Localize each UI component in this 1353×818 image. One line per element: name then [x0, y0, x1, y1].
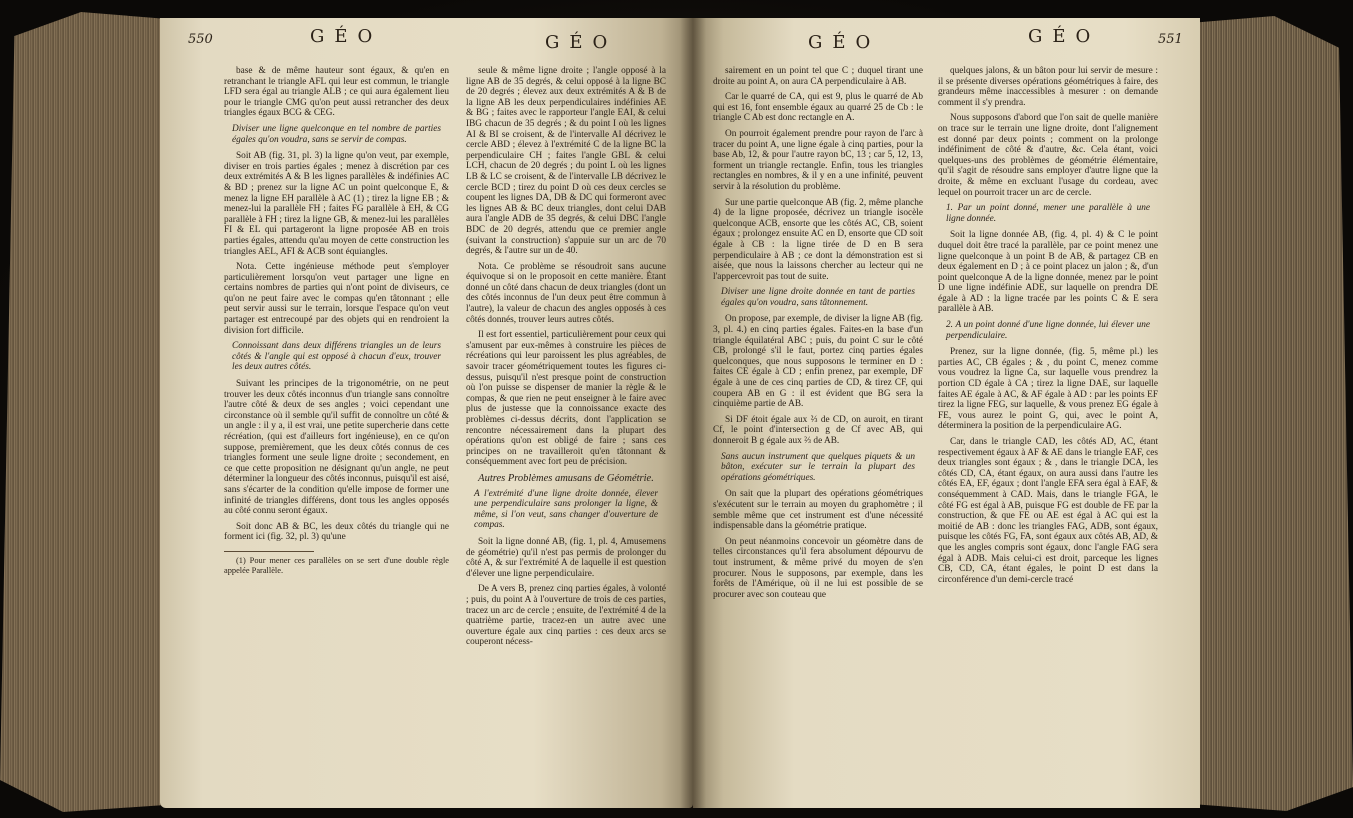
- paragraph: Nous supposons d'abord que l'on sait de quelle manière on trace sur le terrain une ligne droite, dont l'alignement est donné par deux points ; comment on la prolonge indéfiniment de côté & d'autre, &c. Cela étant, voici quelques-uns des problèmes de géométrie élémentaire, qu'il s'agit de résoudre sans employer d'autre ligne que la droite, & même en excluant l'usage du cordeau, avec lequel on pourroit tracer un arc de cercle.: [938, 113, 1158, 198]
- paragraph: Soit la ligne donnée AB, (fig. 4, pl. 4) & C le point duquel doit être tracé la parallèle, par ce point menez une ligne quelconque à un point B de AB, & partagez CB en deux également en D ; à ce point placez un jalon ; &, d'un point quelconque A de la ligne donnée, menez par le point D une ligne indéfinie ADE, sur laquelle on prendra DE égale à AD : la ligne tracée par les points C & E sera parallèle à AB.: [938, 230, 1158, 315]
- paragraph: Sur une partie quelconque AB (fig. 2, même planche 4) de la ligne proposée, décrivez un triangle isocèle quelconque ACB, ensorte que les côtés AC, CB, soient égaux ; prolongez ensuite AC en D, ensorte que CD soit égale à CB : la ligne tirée de D en B sera perpendiculaire à AB ; ce dont la démonstration est si aisée, que nous la laissons chercher au lecteur qui ne l'appercevroit pas tout de suite.: [713, 197, 923, 282]
- paragraph: De A vers B, prenez cinq parties égales, à volonté ; puis, du point A à l'ouverture de trois de ces parties, tracez un arc de cercle ; ensuite, de l'extrémité 4 de la quatrième partie, tracez-en un autre avec une ouverture égale aux cinq parties : ces deux arcs se couperont nécess-: [466, 584, 666, 648]
- paragraph: Nota. Cette ingénieuse méthode peut s'employer particulièrement lorsqu'on veut partager une ligne en certains nombres de parties qui n'ont point de diviseurs, ce qu'on ne peut faire avec le compas qu'en tâtonnant ; elle peut servir aussi sur le terrain, lorsque l'espace qu'on veut partager est entrecoupé par des objets qui en rendroient la division fort difficile.: [224, 262, 449, 336]
- problem-statement: 1. Par un point donné, mener une parallèle à une ligne donnée.: [946, 203, 1150, 224]
- page-number: 551: [1158, 32, 1183, 47]
- problem-statement: Diviser une ligne quelconque en tel nombre de parties égales qu'on voudra, sans se servir de compas.: [232, 123, 441, 145]
- problem-statement: A l'extrémité d'une ligne droite donnée, élever une perpendiculaire sans prolonger la ligne, & même, si l'on veut, sans changer d'ouverture de compas.: [474, 488, 658, 531]
- paragraph: Nota. Ce problème se résoudroit sans aucune équivoque si on le proposoit en cette manière. Étant donné un côté dans chacun de deux triangles (dont un des côtés inconnus de l'un deux peut être commun à l'autre), la valeur de chacun des angles opposés à ces côtés donnés, trouver leurs autres côtés.: [466, 261, 666, 325]
- paragraph: seule & même ligne droite ; l'angle opposé à la ligne AB de 35 degrés, & celui opposé à la ligne BC de 20 degrés ; élevez aux deux extrémités A & B de la ligne AB les deux perpendiculaires indéfinies AE & BG ; faites avec le rapporteur l'angle EAI, & celui IBG chacun de 35 degrés ; & du point I où les lignes AI & BI se croisent, & de l'intervalle AI décrivez le cercle ABD ; élevez à l'extrémité C de la ligne BC la perpendiculaire CH ; faites l'angle GBL & celui LCH, chacun de 20 degrés ; du point L où les lignes LB & LC se croisent, & de l'intervalle LB décrivez le cercle BCD ; tirez du point D où ces deux cercles se coupent les lignes DA, DB & DC qui formeront avec les lignes AB & BC deux triangles, dont celui DAB aura l'angle ADB de 35 degrés, & celui DBC l'angle BDC de 20 degrés, attendu que ce premier angle (suivant la construction) s'appuie sur un arc de 70 degrés, & l'autre sur un de 40.: [466, 66, 666, 257]
- right-page: [693, 18, 1200, 808]
- paragraph: Suivant les principes de la trigonométrie, on ne peut trouver les deux côtés inconnus d'un triangle sans connoître l'autre côté & deux de ses angles ; voici cependant une circonstance où il semble qu'il suffit de connoître un côté & un angle : il y a, il est vrai, une petite supercherie dans cette récréation, (qui est d'ailleurs fort ingénieuse), en ce qu'on suppose, premièrement, que les deux côtés connus de ces triangles forment une seule ligne droite ; secondement, en ce que cette proposition ne désignant qu'un angle, ne peut déterminer la longueur des côtés inconnus, puisqu'il est aisé, sans s'écarter de la condition qu'elle impose de former une infinité de triangles différens, dont tous les angles opposés au côté connu seront égaux.: [224, 379, 449, 517]
- paragraph: Il est fort essentiel, particulièrement pour ceux qui s'amusent par eux-mêmes à construire les pièces de récréations qui leur paroissent les plus agréables, de savoir tracer géométriquement toutes les figures ci-dessus, puisqu'il n'est presque point de construction où l'on puisse se dispenser de manier la règle & le compas, & que rien ne peut enseigner à le faire avec plus de justesse que la connoissance exacte des problèmes ci-dessus décrits, dont l'application se rencontre nécessairement dans la plupart des opérations qu'on est obligé de faire ; sans ces principes on ne travailleroit qu'en tâtonnant & conséquemment avec fort peu de précision.: [466, 330, 666, 468]
- footnote-rule: [224, 551, 314, 552]
- paragraph: Car le quarré de CA, qui est 9, plus le quarré de Ab qui est 16, font ensemble égaux au quarré 25 de Cb : le triangle C Ab est donc rectangle en A.: [713, 92, 923, 124]
- text-column: [466, 66, 666, 796]
- text-column: [713, 66, 923, 801]
- paragraph: On peut néanmoins concevoir un géomètre dans de telles circonstances qu'il fera absolument dépourvu de tout instrument, & même privé du moyen de s'en procurer. Nous le supposons, par exemple, dans les forêts de l'Amérique, où il ne lui est possible de se procurer avec son couteau que: [713, 536, 923, 600]
- paragraph: base & de même hauteur sont égaux, & qu'en en retranchant le triangle AFL qui leur est commun, le triangle LFD sera égal au triangle ALB ; ce qui aura également lieu pour le triangle CMG qu'on peut aussi retrancher des deux triangles égaux BCG & CEG.: [224, 66, 449, 119]
- left-page: [160, 18, 693, 808]
- running-head: GÉO: [1028, 26, 1101, 47]
- book-gutter: [680, 18, 706, 808]
- paragraph: Prenez, sur la ligne donnée, (fig. 5, même pl.) les parties AC, CB égales ; & , du point C, menez comme vous voudrez la ligne Ca, sur laquelle vous prendrez la portion CD égale à CA ; tirez la ligne DAE, sur laquelle faites AE égale à AC, & AF égale à AD : par les points EF tirez la ligne FEG, sur laquelle, & vous prenez EG égale à FE, vous aurez le point G, qui, avec le point A, déterminera la position de la perpendiculaire AG.: [938, 347, 1158, 432]
- paragraph: Soit donc AB & BC, les deux côtés du triangle qui ne forment ici (fig. 32, pl. 3) qu'une: [224, 521, 449, 543]
- problem-statement: Connoissant dans deux différens triangles un de leurs côtés & l'angle qui est opposé à chacun d'eux, trouver les deux autres côtés.: [232, 341, 441, 373]
- problem-statement: 2. A un point donné d'une ligne donnée, lui élever une perpendiculaire.: [946, 320, 1150, 341]
- right-page-edges: [1178, 16, 1353, 811]
- running-head: GÉO: [545, 32, 618, 53]
- paragraph: On pourroit également prendre pour rayon de l'arc à tracer du point A, une ligne égale à cinq parties, pour la base Ab, 12, & pour l'autre rayon bC, 13 ; car 5, 12, 13, forment un triangle rectangle. Enfin, tous les triangles rectangles en nombres, & il y en a une infinité, peuvent servir à la résolution du problème.: [713, 128, 923, 192]
- paragraph: Soit la ligne donné AB, (fig. 1, pl. 4, Amusemens de géométrie) qu'il n'est pas permis de prolonger du côté A, & sur l'extrémité A de laquelle il est question d'élever une ligne perpendiculaire.: [466, 536, 666, 579]
- text-column: [224, 66, 449, 796]
- paragraph: sairement en un point tel que C ; duquel tirant une droite au point A, on aura CA perpendiculaire à AB.: [713, 66, 923, 87]
- paragraph: Car, dans le triangle CAD, les côtés AD, AC, étant respectivement égaux à AF & AE dans le triangle EAF, ces deux triangles sont égaux ; & , dans le triangle DCA, les côtés CD, CA, étant égaux, on aura aussi dans l'autre les côtés EA, EF, égaux ; dont l'angle EFA sera égal à EAF, & conséquemment à CAD. Mais, dans le triangle FGA, le côté FG est égal à AB, puisque FG est double de FE par la construction, & que FE ou AE est égal à AC qui est la moitié de AB : donc les triangles FAG, ADB, sont égaux, puisque les côtés FG, FA, sont égaux aux côtés AB, AD, & que les angles compris sont égaux, donc l'angle FAG sera égal à ADB. Mais celui-ci est droit, parceque les lignes CB, CD, CA, étant égales, le point D est dans la circonférence d'un demi-cercle tracé: [938, 437, 1158, 585]
- paragraph: Si DF étoit égale aux ⅔ de CD, on auroit, en tirant Cf, le point d'intersection g de Cf avec AB, qui donneroit B g égale aux ⅔ de AB.: [713, 414, 923, 446]
- paragraph: On sait que la plupart des opérations géométriques s'exécutent sur le terrain au moyen du graphomètre ; il semble même que cet instrument est d'une nécessité indispensable dans la géométrie pratique.: [713, 489, 923, 532]
- left-page-edges: [0, 12, 180, 812]
- text-column: [938, 66, 1158, 801]
- running-head: GÉO: [808, 32, 881, 53]
- running-head: GÉO: [310, 26, 383, 47]
- problem-statement: Sans aucun instrument que quelques piquets & un bâton, exécuter sur le terrain la plupart des opérations géométriques.: [721, 451, 915, 483]
- paragraph: Soit AB (fig. 31, pl. 3) la ligne qu'on veut, par exemple, diviser en trois parties égales ; menez à discrétion par ces deux extrémités A & B les lignes parallèles & indéfinies AC & BD ; prenez sur la ligne AC un point quelconque E, & menez la ligne EH parallèle à AC (1) ; tirez la ligne EB ; & menez-lui la parallèle FH ; faites FG parallèle à EH, & CG parallèle à FH ; tirez la ligne GB, & menez-lui les parallèles FI & EL qui partageront la ligne proposée AB en trois parties égales, attendu qu'au moyen de cette construction les triangles AEL, AFI & ACB sont équiangles.: [224, 151, 449, 257]
- paragraph: quelques jalons, & un bâton pour lui servir de mesure : il se présente diverses opérations géométriques à faire, des grandeurs même inaccessibles à mesurer : on demande comment il s'y prendra.: [938, 66, 1158, 108]
- paragraph: On propose, par exemple, de diviser la ligne AB (fig. 3, pl. 4.) en cinq parties égales. Faites-en la base d'un triangle équilatéral ABC ; puis, du point C sur le côté CB, prolongé s'il le faut, portez cinq parties égales quelconques, que nous supposons le terminer en D : faites CE égale à CD ; enfin prenez, par exemple, DF égale à une de ces cinq parties de CD, & tirez CF, qui coupera AB en G : il est évident que BG sera la cinquième partie de AB.: [713, 314, 923, 410]
- page-number: 550: [188, 32, 213, 47]
- problem-statement: Diviser une ligne droite donnée en tant de parties égales qu'on voudra, sans tâtonnement.: [721, 287, 915, 308]
- footnote: (1) Pour mener ces parallèles on se sert d'une double règle appelée Parallèle.: [224, 555, 449, 575]
- section-heading: Autres Problèmes amusans de Géométrie.: [478, 472, 654, 484]
